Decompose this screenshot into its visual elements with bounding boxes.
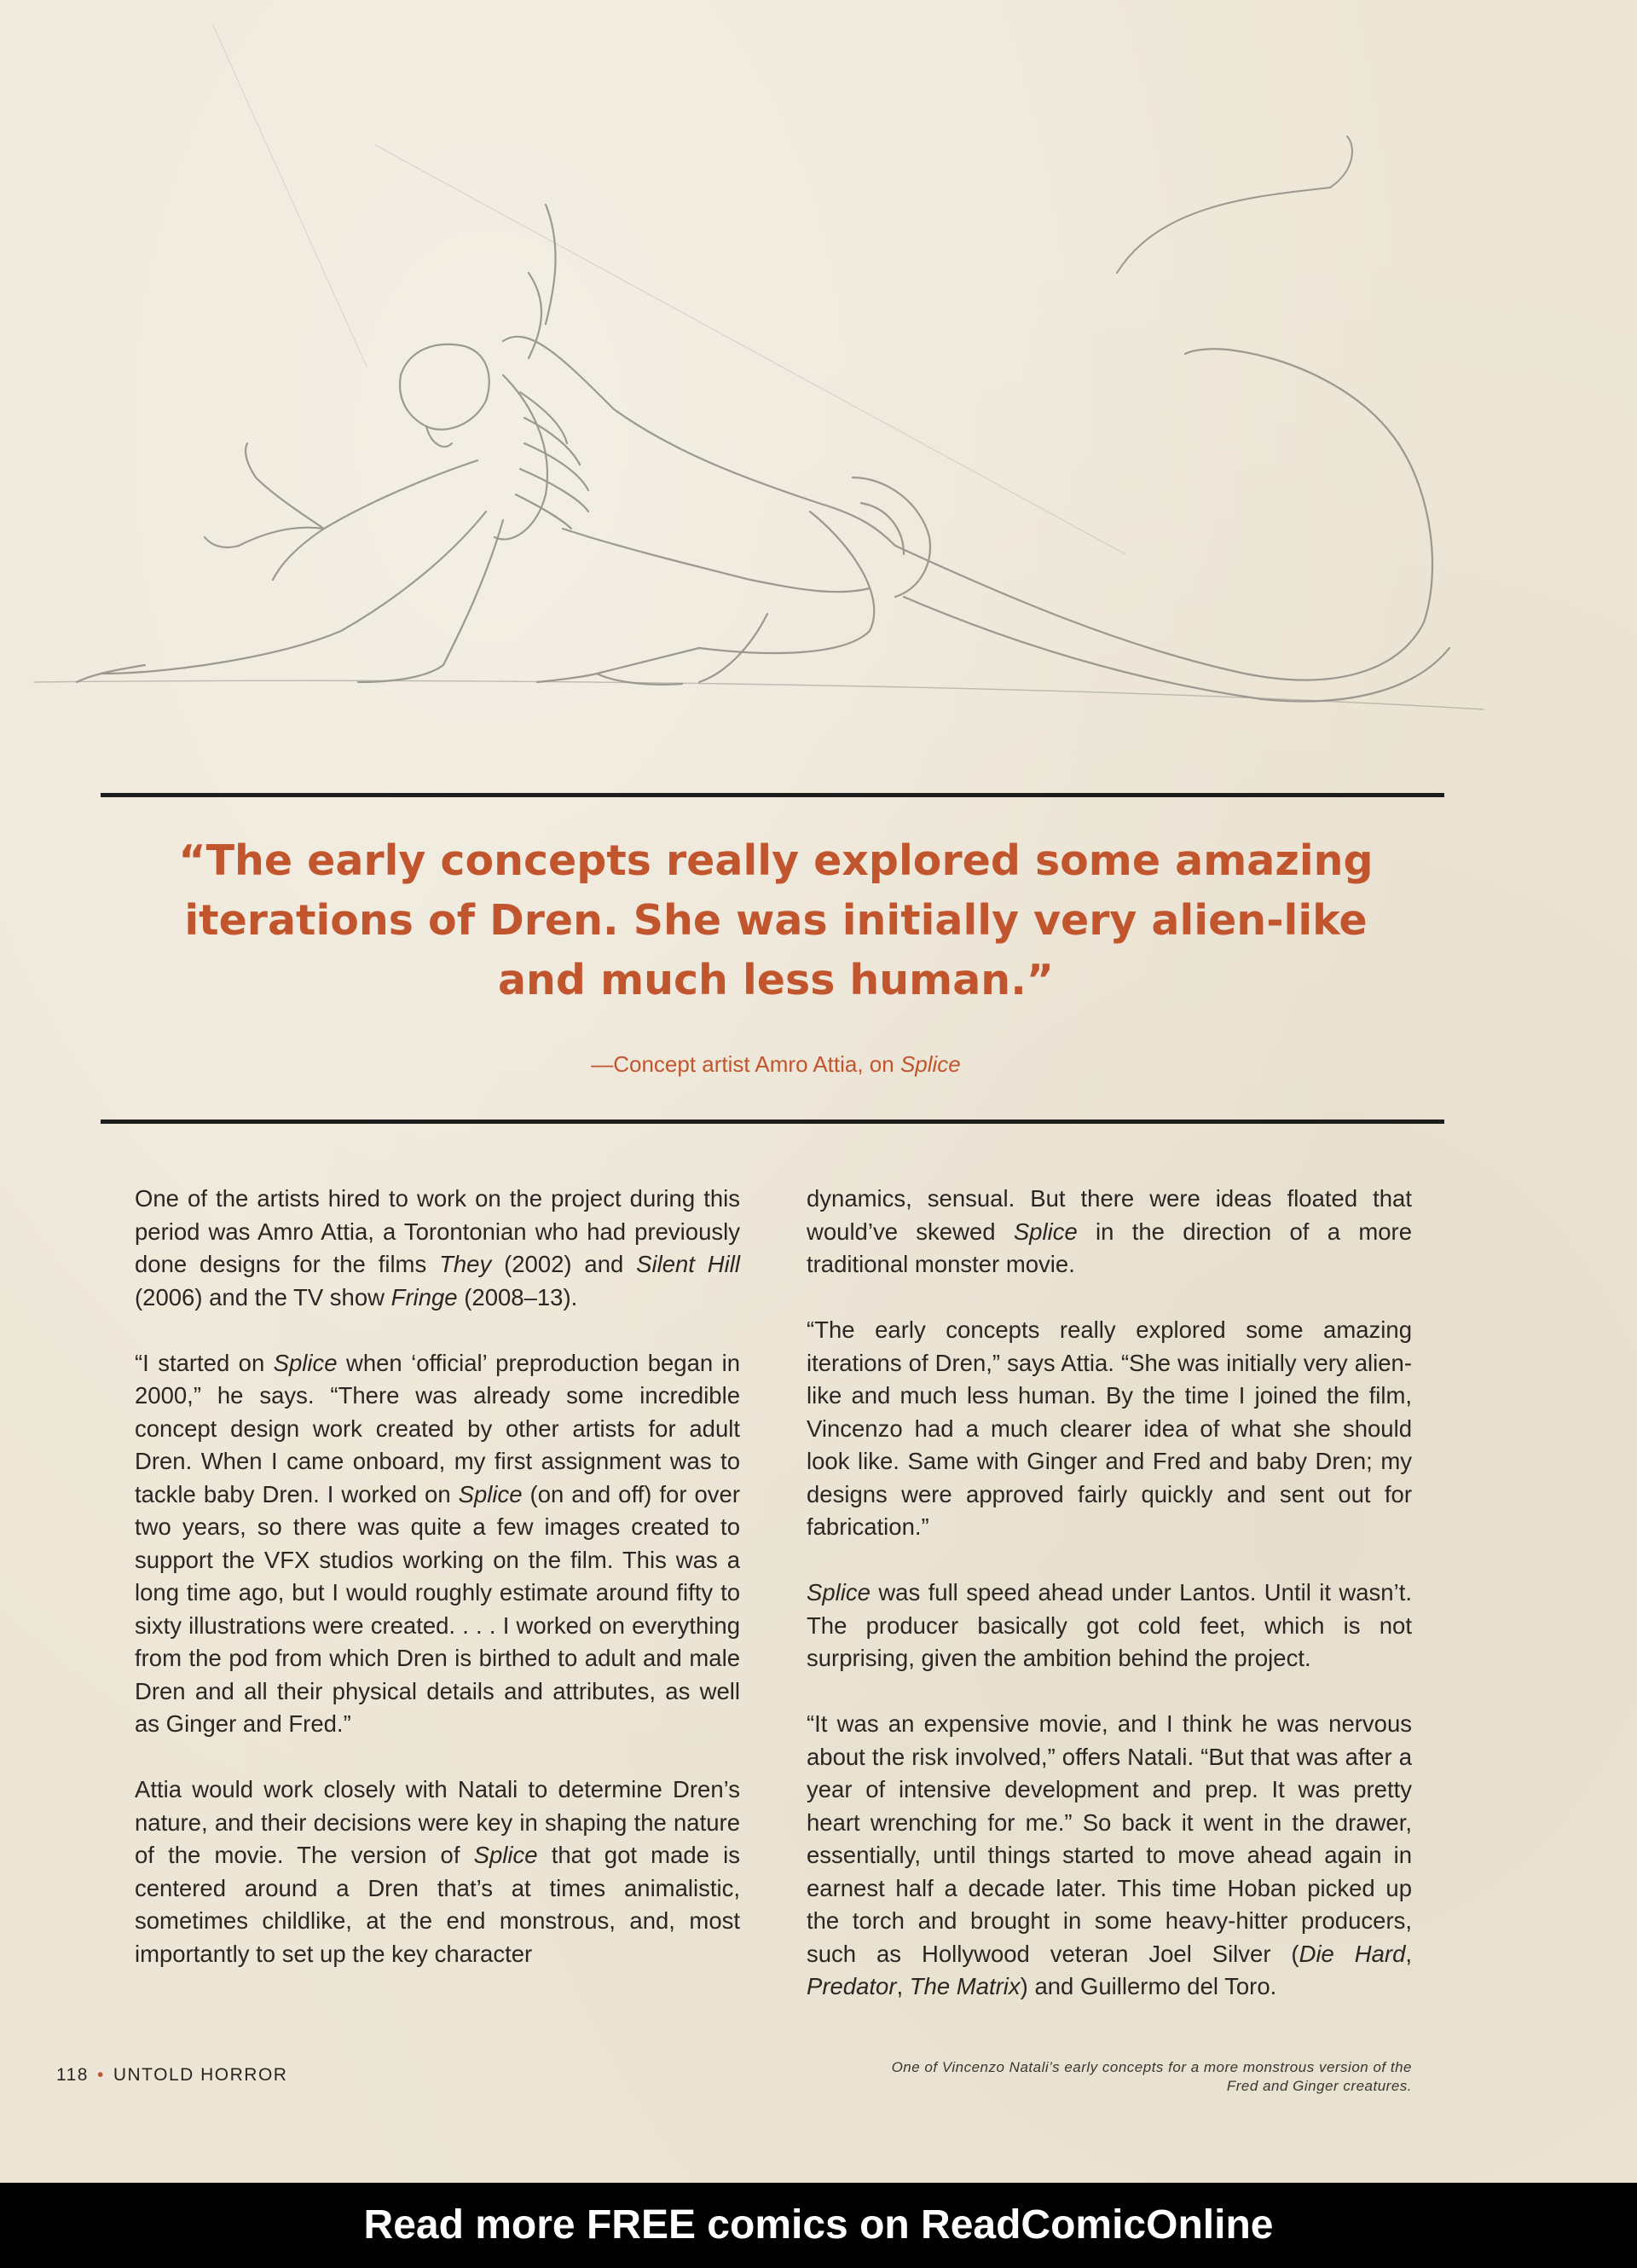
caption-line: Fred and Ginger creatures. bbox=[1226, 2078, 1412, 2094]
page-number: 118 bbox=[56, 2065, 89, 2085]
paragraph: Attia would work closely with Natali to determine Dren’s nature, and their decisions were key in shaping the nature of the movie. The version of Splice that got made is centered around a Dren that’s at times animalistic, sometimes childlike, at the end monstrous, and, most importantly to set up the key character bbox=[135, 1776, 740, 1967]
paragraph: “It was an expensive movie, and I think he was nervous about the risk involved,” offers Natali. “But that was after a year of intensive development and prep. It was pretty heart wrenching for me.” So back it went in the drawer, essentially, until things started to move ahead again in earnest half a decade later. This time Hoban picked up the torch and brought in some heavy-hitter producers, such as Hollywood veteran Joel Silver (Die Hard, Predator, The Matrix) and Guillermo del Toro. bbox=[807, 1710, 1413, 1999]
folio-bullet: • bbox=[96, 2065, 105, 2085]
paragraph: “The early concepts really explored some amazing iterations of Dren,” says Attia. “She was initially very alien-like and much less human. By the time I joined the film, Vincenzo had a much clearer idea of what she should look like. Same with Ginger and Fred and baby Dren; my designs were approved fairly quickly and sent out for fabrication.” bbox=[807, 1316, 1412, 1540]
paragraph: dynamics, sensual. But there were ideas floated that would’ve skewed Splice in the direction of a more traditional monster movie. bbox=[807, 1185, 1412, 1277]
promo-banner[interactable]: Read more FREE comics on ReadComicOnline bbox=[0, 2183, 1637, 2268]
body-column-right bbox=[807, 1183, 1412, 2036]
attribution-prefix: —Concept artist Amro Attia, on bbox=[591, 1051, 900, 1077]
bottom-rule bbox=[101, 1120, 1444, 1124]
page-folio bbox=[56, 2065, 287, 2086]
creature-sketch-illustration bbox=[0, 0, 1637, 767]
image-caption bbox=[733, 2058, 1412, 2096]
paragraph: Splice was full speed ahead under Lantos. Until it wasn’t. The producer basically got cold feet, which is not surprising, given the ambition behind the project. bbox=[807, 1579, 1412, 1671]
paragraph: One of the artists hired to work on the project during this period was Amro Attia, a Torontonian who had previously done designs for the films They (2002) and Silent Hill (2006) and the TV show Fringe (2008–13). bbox=[135, 1185, 740, 1310]
attribution-title: Splice bbox=[899, 1051, 961, 1077]
pull-quote-attribution bbox=[171, 1051, 1381, 1078]
body-column-left bbox=[135, 1183, 740, 2004]
book-title: UNTOLD HORROR bbox=[113, 2065, 288, 2085]
caption-line: One of Vincenzo Natali’s early concepts for a more monstrous version of the bbox=[891, 2059, 1412, 2075]
pull-quote: “The early concepts really explored some amazing iterations of Dren. She was initially very alien-like and much less human.” bbox=[178, 836, 1374, 1004]
paragraph: “I started on Splice when ‘official’ preproduction began in 2000,” he says. “There was already some incredible concept design work created by other artists for adult Dren. When I came onboard, my first assignment was to tackle baby Dren. I worked on Splice (on and off) for over two years, so there was quite a few images created to support the VFX studios working on the film. This was a long time ago, but I would roughly estimate around fifty to sixty illustrations were created. . . . I worked on everything from the pod from which Dren is birthed to adult and male Dren and all their physical details and attributes, as well as Ginger and Fred.” bbox=[135, 1349, 740, 1737]
top-rule bbox=[101, 793, 1444, 797]
